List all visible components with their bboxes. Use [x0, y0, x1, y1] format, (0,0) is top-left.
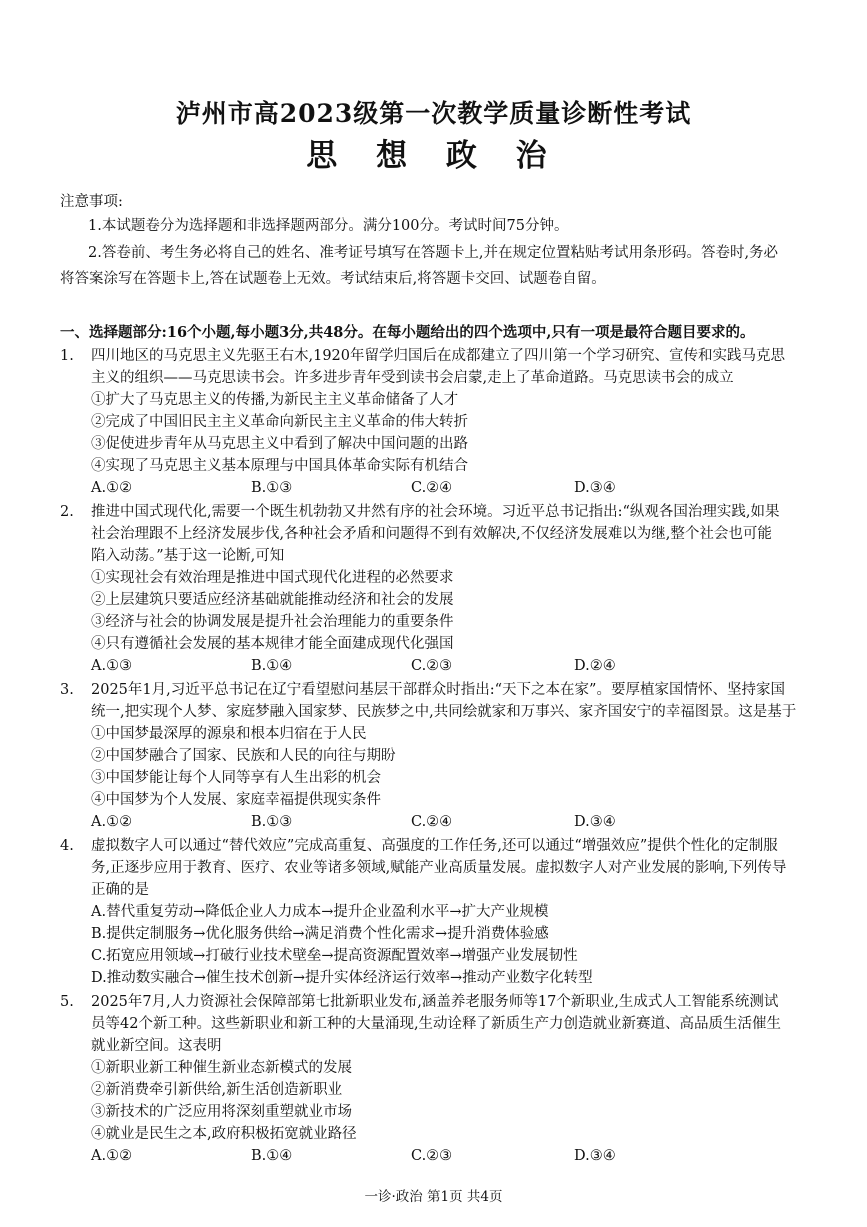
answer-option: A.①②: [91, 814, 133, 830]
statement-item: ④实现了马克思主义基本原理与中国具体革命实际有机结合: [91, 458, 468, 474]
question-stem: 务,正逐步应用于教育、医疗、农业等诸多领域,赋能产业高质量发展。虚拟数字人对产业发展的影响,下列传导: [91, 860, 787, 876]
page-footer: 一诊·政治 第1页 共4页: [364, 1189, 503, 1205]
question-stem: 统一,把实现个人梦、家庭梦融入国家梦、民族梦之中,共同绘就家和万事兴、家齐国安宁的幸福图景。这是基于: [91, 704, 797, 720]
answer-option: C.②③: [411, 658, 453, 674]
question-stem: 四川地区的马克思主义先驱王右木,1920年留学归国后在成都建立了四川第一个学习研究、宣传和实践马克思: [91, 348, 786, 364]
answer-option: B.①④: [251, 1148, 293, 1164]
answer-option: D.③④: [574, 814, 616, 830]
statement-item: ③中国梦能让每个人同等享有人生出彩的机会: [91, 770, 381, 786]
answer-choice: A.替代重复劳动→降低企业人力成本→提升企业盈利水平→扩大产业规模: [91, 904, 549, 920]
question-stem: 就业新空间。这表明: [91, 1038, 222, 1054]
answer-choice: D.推动数实融合→催生技术创新→提升实体经济运行效率→推动产业数字化转型: [91, 970, 593, 986]
question-stem: 2025年1月,习近平总书记在辽宁看望慰问基层干部群众时指出:“天下之本在家”。要厚植家国情怀、坚持家国: [91, 682, 785, 698]
answer-option: A.①②: [91, 1148, 133, 1164]
statement-item: ③新技术的广泛应用将深刻重塑就业市场: [91, 1104, 352, 1120]
answer-option: C.②④: [411, 480, 453, 496]
notice-item: 将答案涂写在答题卡上,答在试题卷上无效。考试结束后,将答题卡交回、试题卷自留。: [60, 271, 606, 287]
answer-choice: B.提供定制服务→优化服务供给→满足消费个性化需求→提升消费体验感: [91, 926, 549, 942]
question-stem: 2025年7月,人力资源社会保障部第七批新职业发布,涵盖养老服务师等17个新职业,生成式人工智能系统测试: [91, 994, 779, 1010]
question-stem: 主义的组织——马克思读书会。许多进步青年受到读书会启蒙,走上了革命道路。马克思读书会的成立: [91, 370, 734, 386]
statement-item: ①中国梦最深厚的源泉和根本归宿在于人民: [91, 726, 367, 742]
notice-item: 2.答卷前、考生务必将自己的姓名、准考证号填写在答题卡上,并在规定位置粘贴考试用条形码。答卷时,务必: [88, 245, 779, 261]
answer-option: C.②③: [411, 1148, 453, 1164]
statement-item: ③促使进步青年从马克思主义中看到了解决中国问题的出路: [91, 436, 468, 452]
answer-option: B.①③: [251, 480, 293, 496]
subject-title: 思 想 政 治: [306, 138, 561, 174]
question-stem: 社会治理跟不上经济发展步伐,各种社会矛盾和问题得不到有效解决,不仅经济发展难以为继,整个社会也可能: [91, 526, 772, 542]
answer-option: C.②④: [411, 814, 453, 830]
statement-item: ③经济与社会的协调发展是提升社会治理能力的重要条件: [91, 614, 454, 630]
statement-item: ④就业是民生之本,政府积极拓宽就业路径: [91, 1126, 357, 1142]
statement-item: ②上层建筑只要适应经济基础就能推动经济和社会的发展: [91, 592, 454, 608]
question-number: 2.: [60, 504, 74, 520]
answer-option: D.③④: [574, 480, 616, 496]
answer-option: D.③④: [574, 1148, 616, 1164]
question-number: 4.: [60, 838, 74, 854]
statement-item: ①实现社会有效治理是推进中国式现代化进程的必然要求: [91, 570, 454, 586]
statement-item: ②新消费牵引新供给,新生活创造新职业: [91, 1082, 343, 1098]
notice-heading: 注意事项:: [60, 194, 123, 210]
answer-option: A.①②: [91, 480, 133, 496]
statement-item: ①新职业新工种催生新业态新模式的发展: [91, 1060, 352, 1076]
statement-item: ①扩大了马克思主义的传播,为新民主主义革命储备了人才: [91, 392, 459, 408]
question-number: 1.: [60, 348, 74, 364]
answer-option: D.②④: [574, 658, 616, 674]
statement-item: ②中国梦融合了国家、民族和人民的向往与期盼: [91, 748, 396, 764]
answer-choice: C.拓宽应用领域→打破行业技术壁垒→提高资源配置效率→增强产业发展韧性: [91, 948, 578, 964]
exam-title: 泸州市高2023级第一次教学质量诊断性考试: [175, 99, 692, 128]
question-stem: 推进中国式现代化,需要一个既生机勃勃又井然有序的社会环境。习近平总书记指出:“纵观各国治理实践,如果: [91, 504, 780, 520]
statement-item: ④只有遵循社会发展的基本规律才能全面建成现代化强国: [91, 636, 454, 652]
question-stem: 陷入动荡。”基于这一论断,可知: [91, 548, 285, 564]
answer-option: A.①③: [91, 658, 133, 674]
answer-option: B.①③: [251, 814, 293, 830]
question-number: 3.: [60, 682, 74, 698]
statement-item: ②完成了中国旧民主主义革命向新民主主义革命的伟大转折: [91, 414, 468, 430]
notice-item: 1.本试题卷分为选择题和非选择题两部分。满分100分。考试时间75分钟。: [88, 218, 569, 234]
statement-item: ④中国梦为个人发展、家庭幸福提供现实条件: [91, 792, 381, 808]
answer-option: B.①④: [251, 658, 293, 674]
question-stem: 正确的是: [91, 882, 149, 898]
question-number: 5.: [60, 994, 74, 1010]
section-heading: 一、选择题部分:16个小题,每小题3分,共48分。在每小题给出的四个选项中,只有一项是最符合题目要求的。: [60, 324, 755, 341]
question-stem: 虚拟数字人可以通过“替代效应”完成高重复、高强度的工作任务,还可以通过“增强效应”提供个性化的定制服: [91, 838, 778, 854]
question-stem: 员等42个新工种。这些新职业和新工种的大量涌现,生动诠释了新质生产力创造就业新赛道、高品质生活催生: [91, 1016, 782, 1032]
